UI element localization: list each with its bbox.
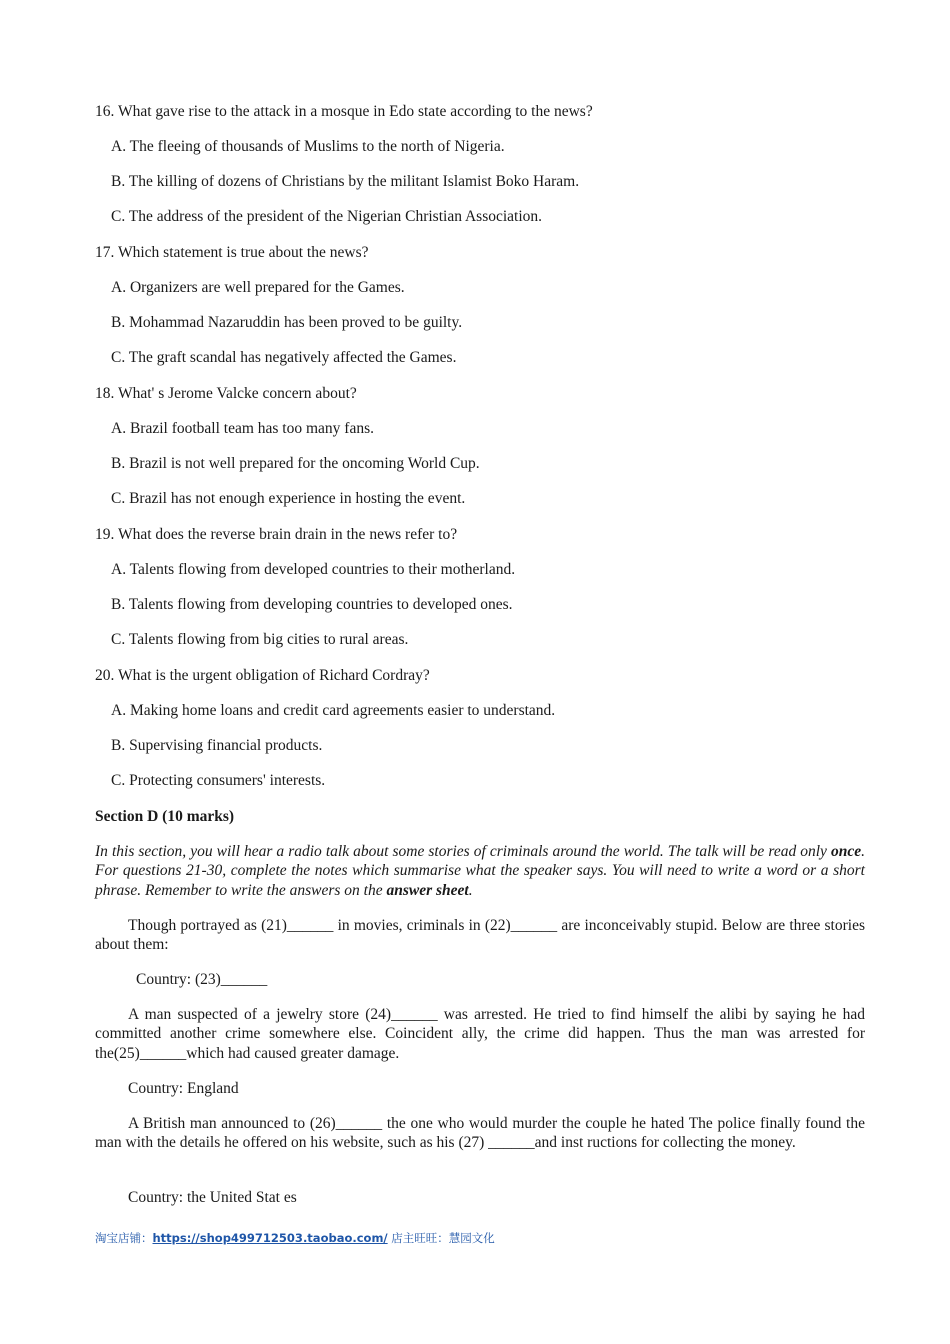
- question-18-stem: 18. What' s Jerome Valcke concern about?: [95, 385, 357, 402]
- question-16-option-a: A. The fleeing of thousands of Muslims to the north of Nigeria.: [111, 138, 505, 155]
- question-19-option-a: A. Talents flowing from developed countries to their motherland.: [111, 561, 516, 578]
- instructions-text-3: .: [468, 881, 473, 899]
- question-17-stem: 17. Which statement is true about the news?: [95, 244, 369, 261]
- country-heading-2: Country: England: [128, 1080, 239, 1097]
- question-17-option-c: C. The graft scandal has negatively affected the Games.: [111, 349, 457, 366]
- question-20-option-b: B. Supervising financial products.: [111, 737, 323, 754]
- question-19-option-b: B. Talents flowing from developing countries to developed ones.: [111, 596, 513, 613]
- instructions-text-1: In this section, you will hear a radio talk about some stories of criminals around the world. The talk will be read only: [95, 843, 831, 860]
- section-d-heading: Section D (10 marks): [95, 808, 235, 825]
- question-18-option-c: C. Brazil has not enough experience in hosting the event.: [111, 490, 466, 507]
- question-19-option-c: C. Talents flowing from big cities to rural areas.: [111, 631, 409, 648]
- question-20-option-a: A. Making home loans and credit card agreements easier to understand.: [111, 702, 556, 719]
- story-1: A man suspected of a jewelry store (24)______ was arrested. He tried to find himself the alibi by saying he had committed another crime somewhere else. Coincident ally, the crime did happen. Thus the man was arrested for the(25)______which had caused greater damage.: [95, 1006, 865, 1062]
- story-2: A British man announced to (26)______ the one who would murder the couple he hated The police finally found the man with the details he offered on his website, such as his (27) ______and inst ructions for collecting the money.: [95, 1115, 865, 1152]
- country-heading-1: Country: (23)______: [136, 971, 268, 988]
- notes-intro: Though portrayed as (21)______ in movies, criminals in (22)______ are inconceivably stupid. Below are three stories about them:: [95, 917, 865, 954]
- question-20-option-c: C. Protecting consumers' interests.: [111, 772, 326, 789]
- instructions-emphasis-answer-sheet: answer sheet: [386, 881, 469, 899]
- question-16-option-b: B. The killing of dozens of Christians by the militant Islamist Boko Haram.: [111, 173, 580, 190]
- question-19-stem: 19. What does the reverse brain drain in the news refer to?: [95, 526, 458, 543]
- question-18-option-a: A. Brazil football team has too many fans.: [111, 420, 375, 437]
- question-16-option-c: C. The address of the president of the Nigerian Christian Association.: [111, 208, 543, 225]
- footer-shop-link[interactable]: https://shop499712503.taobao.com/: [152, 1231, 388, 1245]
- instructions-text-2: . For questions 21-30, complete the notes which summarise what the speaker says. You will need to write a word or a short phrase. Remember to write the answers on the: [95, 843, 865, 899]
- footer-shop-label: 淘宝店铺：: [95, 1231, 153, 1245]
- question-17-option-b: B. Mohammad Nazaruddin has been proved to be guilty.: [111, 314, 463, 331]
- instructions-emphasis-once: once: [830, 843, 862, 860]
- question-20-stem: 20. What is the urgent obligation of Richard Cordray?: [95, 667, 430, 684]
- country-heading-3: Country: the United Stat es: [128, 1189, 297, 1206]
- section-d-instructions: [95, 842, 865, 900]
- footer-owner-label: 店主旺旺：慧园文化: [387, 1231, 495, 1245]
- question-18-option-b: B. Brazil is not well prepared for the oncoming World Cup.: [111, 455, 480, 472]
- question-16-stem: 16. What gave rise to the attack in a mosque in Edo state according to the news?: [95, 103, 593, 120]
- footer-shop-info: [95, 1230, 495, 1246]
- question-17-option-a: A. Organizers are well prepared for the Games.: [111, 279, 405, 296]
